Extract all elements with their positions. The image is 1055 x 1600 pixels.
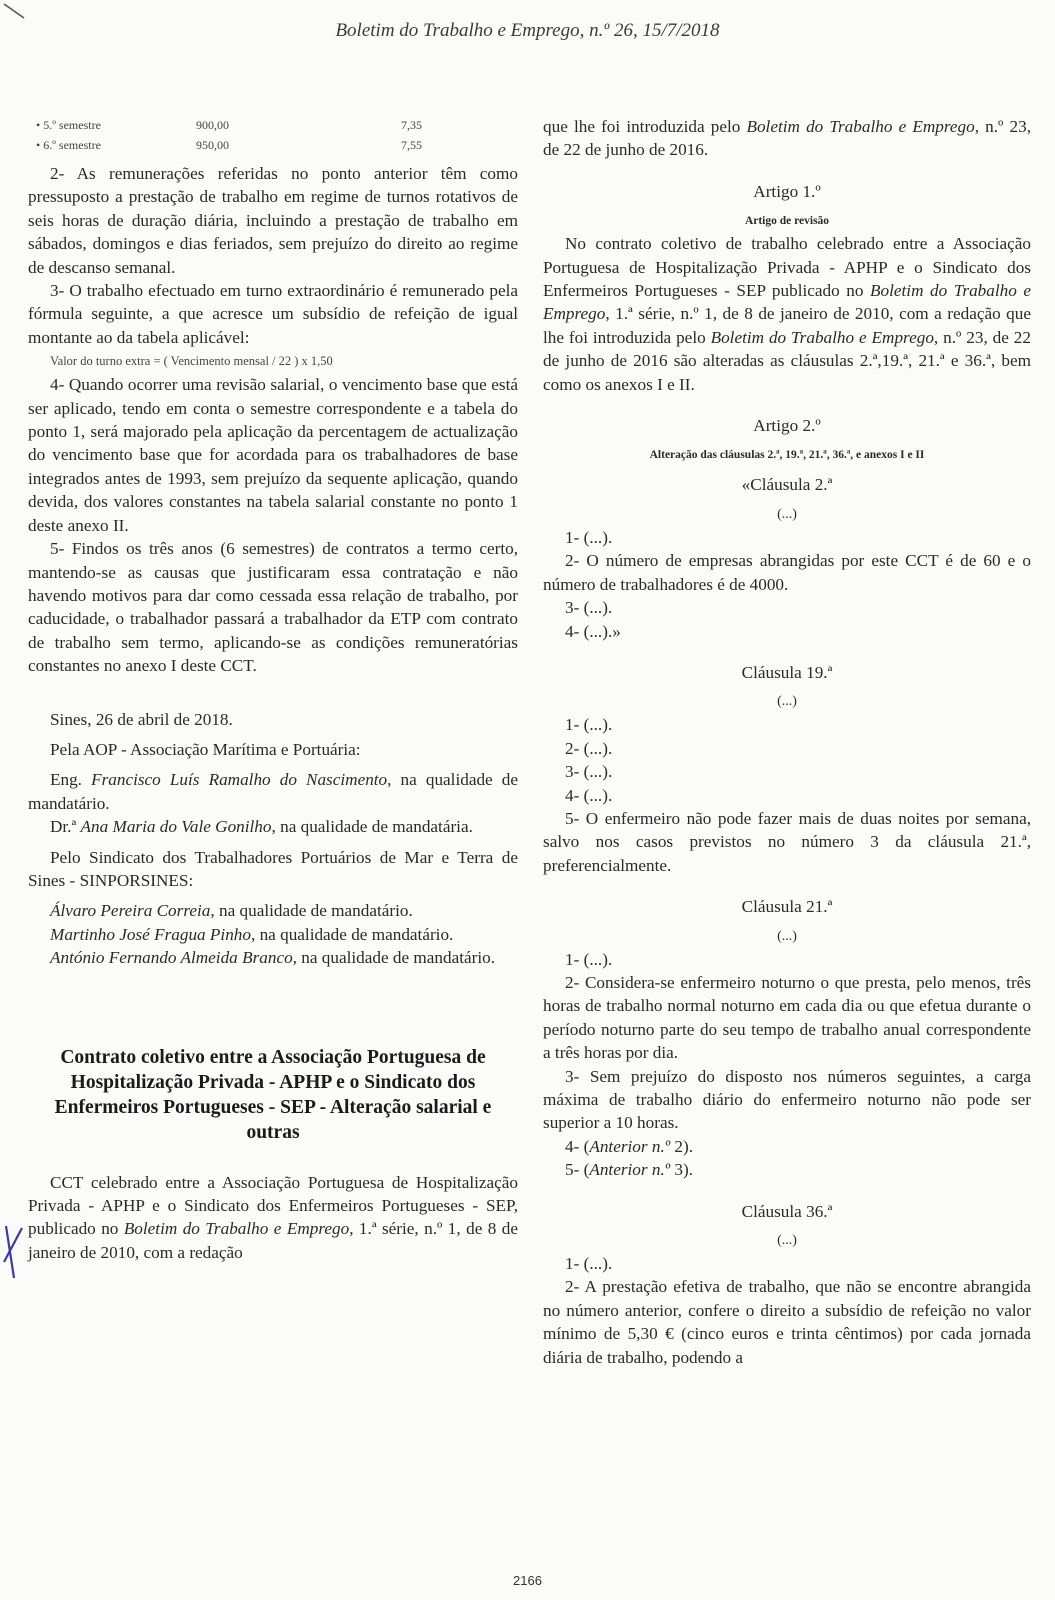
article-title: Alteração das cláusulas 2.ª, 19.ª, 21.ª, 36.ª, e anexos I e II [649,449,925,462]
paragraph: 4- Quando ocorrer uma revisão salarial, o vencimento base que está ser aplicado, tendo em conta o semestre correspondente e a tabela do ponto 1, será majorado pela aplicação da percentagem de actualização do vencimento base que for acordada para os trabalhadores de base integrados antes de 1993, sem prejuízo da sequente aplicação, quando devida, dos valores constantes na tabela salarial constante no ponto 1 deste anexo II. [28,375,518,535]
clause-item: 2- A prestação efetiva de trabalho, que não se encontre abrangida no número anterior, confere o direito a subsídio de refeição no valor mínimo de 5,30 € (cinco euros e trinta cêntimos) por cada jornada diária de trabalho, podendo a [543,1277,1031,1367]
formula: Valor do turno extra = ( Vencimento mensal / 22 ) x 1,50 [50,354,333,369]
ellipsis: (...) [777,928,797,944]
handwritten-x-mark [0,1222,30,1282]
clause-item: 3- (...). [565,598,613,618]
signatory-org: Pela AOP - Associação Marítima e Portuária: [50,739,361,759]
paragraph: No contrato coletivo de trabalho celebrado entre a Associação Portuguesa de Hospitalização Privada - APHP e o Sindicato dos Enfermeiros Portugueses - SEP publicado no Boletim do Trabalho e Emprego, 1.ª série, n.º 1, de 8 de janeiro de 2010, com a redação que lhe foi introduzida pelo Boletim do Trabalho e Emprego, n.º 23, de 22 de junho de 2016 são alteradas as cláusulas 2.ª,19.ª, 21.ª e 36.ª, bem como os anexos I e II. [543,234,1031,394]
paragraph: 3- O trabalho efectuado em turno extraordinário é remunerado pela fórmula seguinte, a que acresce um subsídio de refeição de igual montante ao da tabela aplicável: [28,281,518,347]
article-heading: Artigo 2.º [753,416,821,436]
semester-row [28,135,518,155]
semester-value: 900,00 [196,118,229,132]
clause-item: 5- (Anterior n.º 3). [565,1160,694,1180]
ellipsis: (...) [777,694,797,710]
clause-heading: «Cláusula 2.ª [741,475,833,495]
signatory-org: Pelo Sindicato dos Trabalhadores Portuários de Mar e Terra de Sines - SINPORSINES: [28,847,518,890]
pen-stroke-mark [2,2,28,22]
signature: Martinho José Fragua Pinho, na qualidade de mandatário. [50,924,454,944]
right-column [543,115,1031,1369]
page-header: Boletim do Trabalho e Emprego, n.º 26, 15/7/2018 [335,20,720,41]
paragraph: 2- As remunerações referidas no ponto anterior têm como pressuposto a prestação de trabalho em regime de turnos rotativos de seis horas de duração diária, incluindo a prestação de trabalho em sábados, domingos e dias feriados, sem prejuízo do direito ao regime de descanso semanal. [28,164,518,277]
clause-item: 3- Sem prejuízo do disposto nos números seguintes, a carga máxima de trabalho diário do enfermeiro noturno não pode ser superior a 10 horas. [543,1066,1031,1133]
left-column [28,115,518,1264]
article-title: Artigo de revisão [744,215,830,228]
clause-item: 4- (...). [565,785,613,805]
signature: Eng. Francisco Luís Ramalho do Nascimento, na qualidade de mandatário. [28,770,518,813]
place-date: Sines, 26 de abril de 2018. [50,709,233,729]
section-heading: Contrato coletivo entre a Associação Portuguesa de Hospitalização Privada - APHP e o Sindicato dos Enfermeiros Portugueses - SEP - Alteração salarial e outras [54,1046,492,1143]
signature: Álvaro Pereira Correia, na qualidade de mandatário. [50,901,413,921]
ellipsis: (...) [777,1233,797,1249]
clause-item: 5- O enfermeiro não pode fazer mais de duas noites por semana, salvo nos casos previstos no número 3 da cláusula 21.ª, preferencialmente. [543,808,1031,875]
clause-item: 4- (...).» [565,621,621,641]
clause-heading: Cláusula 36.ª [741,1201,833,1221]
clause-item: 2- O número de empresas abrangidas por este CCT é de 60 e o número de trabalhadores é de 4000. [543,551,1031,594]
paragraph: 5- Findos os três anos (6 semestres) de contratos a termo certo, mantendo-se as causas que justificaram essa contratação e não havendo motivos para dar como cessada essa relação de trabalho, por caducidade, o trabalhador passará a trabalhador da ETP com contrato de trabalho sem termo, aplicando-se as condições remuneratórias constantes no anexo I deste CCT. [28,539,518,676]
clause-item: 4- (Anterior n.º 2). [565,1136,694,1156]
semester-value: 950,00 [196,138,229,152]
semester-label: • 6.º semestre [36,138,101,152]
clause-heading: Cláusula 19.ª [741,662,833,682]
paragraph: CCT celebrado entre a Associação Portuguesa de Hospitalização Privada - APHP e o Sindicato dos Enfermeiros Portugueses - SEP, publicado no Boletim do Trabalho e Emprego, 1.ª série, n.º 1, de 8 de janeiro de 2010, com a redação [28,1172,518,1262]
clause-item: 3- (...). [565,762,613,782]
signature: Dr.ª Ana Maria do Vale Gonilho, na qualidade de mandatária. [50,817,473,837]
page-number: 2166 [513,1573,542,1588]
signature: António Fernando Almeida Branco, na qualidade de mandatário. [50,948,496,968]
clause-item: 1- (...). [565,949,613,969]
ellipsis: (...) [777,506,797,522]
semester-label: • 5.º semestre [36,118,101,132]
article-heading: Artigo 1.º [753,181,821,201]
semester-rate: 7,55 [401,138,422,152]
semester-row [28,115,518,135]
clause-heading: Cláusula 21.ª [741,897,833,917]
paragraph: que lhe foi introduzida pelo Boletim do Trabalho e Emprego, n.º 23, de 22 de junho de 2016. [543,117,1031,160]
clause-item: 2- (...). [565,738,613,758]
clause-item: 1- (...). [565,715,613,735]
clause-item: 1- (...). [565,527,613,547]
clause-item: 2- Considera-se enfermeiro noturno o que presta, pelo menos, três horas de trabalho normal noturno em cada dia ou que efetua durante o período noturno parte do seu tempo de trabalho anual correspondente a três horas por dia. [543,972,1031,1063]
semester-rate: 7,35 [401,118,422,132]
clause-item: 1- (...). [565,1254,613,1274]
